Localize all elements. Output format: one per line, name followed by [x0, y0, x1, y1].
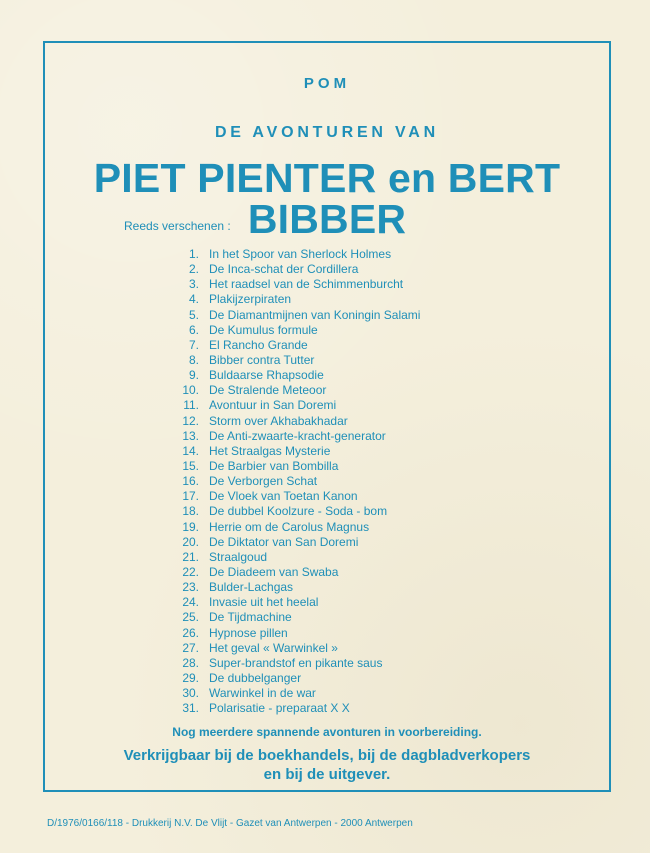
title-label: De Kumulus formule	[209, 322, 318, 337]
series-intro: DE AVONTUREN VAN	[214, 124, 440, 141]
printer-footer: D/1976/0166/118 - Drukkerij N.V. De Vlijt - Gazet van Antwerpen - 2000 Antwerpen	[47, 818, 413, 829]
title-number: 7.	[188, 337, 199, 352]
title-label: Buldaarse Rhapsodie	[209, 368, 324, 383]
title-number: 30.	[182, 686, 199, 701]
main-title: PIET PIENTER en BERT BIBBER	[93, 155, 561, 242]
title-number: 17.	[182, 489, 199, 504]
title-number: 13.	[182, 428, 199, 443]
preparation-note: Nog meerdere spannende avonturen in voorbereiding.	[172, 725, 482, 739]
document-frame	[43, 41, 611, 792]
title-number: 10.	[182, 383, 199, 398]
title-label: De Inca-schat der Cordillera	[209, 262, 359, 277]
title-label: In het Spoor van Sherlock Holmes	[209, 247, 392, 261]
title-number: 20.	[182, 534, 199, 549]
title-number: 16.	[182, 474, 199, 489]
title-number: 15.	[182, 458, 199, 473]
availability-note: Verkrijgbaar bij de boekhandels, bij de dagbladverkopers en bij de uitgever.	[123, 747, 531, 783]
title-number: 11.	[183, 398, 199, 413]
title-number: 4.	[188, 292, 199, 307]
title-number: 26.	[182, 625, 199, 640]
title-label: Warwinkel in de war	[209, 686, 316, 701]
title-label: Het Straalgas Mysterie	[209, 443, 331, 458]
title-number: 5.	[188, 307, 199, 322]
title-label: Hypnose pillen	[209, 625, 288, 640]
title-number: 25.	[182, 610, 199, 625]
author-name: POM	[303, 75, 351, 92]
title-label: Avontuur in San Doremi	[209, 398, 337, 413]
title-label: De Diadeem van Swaba	[209, 564, 339, 579]
title-label: Storm over Akhabakhadar	[209, 413, 348, 428]
title-number: 8.	[188, 352, 199, 367]
title-label: De Anti-zwaarte-kracht-generator	[209, 428, 386, 443]
title-number: 19.	[182, 519, 199, 534]
title-label: De Verborgen Schat	[209, 474, 318, 489]
title-label: De Diktator van San Doremi	[209, 534, 359, 549]
title-number: 31.	[182, 701, 199, 716]
title-number: 3.	[188, 277, 199, 292]
title-number: 12.	[182, 413, 199, 428]
title-number: 2.	[188, 262, 199, 277]
title-label: De Stralende Meteoor	[209, 383, 327, 398]
title-label: Super-brandstof en pikante saus	[209, 655, 383, 670]
title-label: Plakijzerpiraten	[209, 292, 292, 307]
title-label: De Barbier van Bombilla	[209, 458, 339, 473]
title-label: Bibber contra Tutter	[209, 352, 315, 367]
title-number: 29.	[182, 670, 199, 685]
title-label: De dubbelganger	[209, 670, 302, 685]
title-number: 18.	[182, 504, 199, 519]
title-number: 23.	[182, 580, 199, 595]
title-number: 6.	[188, 322, 199, 337]
title-number: 1.	[188, 247, 199, 261]
title-number: 24.	[182, 595, 199, 610]
title-number: 14.	[182, 443, 199, 458]
title-label: Het raadsel van de Schimmenburcht	[209, 277, 404, 292]
title-number: 28.	[182, 655, 199, 670]
title-label: De Vloek van Toetan Kanon	[209, 489, 358, 504]
title-label: Invasie uit het heelal	[209, 595, 319, 610]
title-label: Het geval « Warwinkel »	[209, 640, 338, 655]
title-label: De dubbel Koolzure - Soda - bom	[209, 504, 388, 519]
title-label: De Diamantmijnen van Koningin Salami	[209, 307, 421, 322]
title-label: Bulder-Lachgas	[209, 580, 294, 595]
title-number: 21.	[182, 549, 199, 564]
title-label: Polarisatie - preparaat X X	[209, 701, 350, 716]
title-label: De Tijdmachine	[209, 610, 292, 625]
title-label: El Rancho Grande	[209, 337, 308, 352]
title-number: 22.	[182, 564, 199, 579]
title-number: 9.	[188, 368, 199, 383]
published-titles-heading: Reeds verschenen :	[124, 219, 231, 233]
title-label: Straalgoud	[209, 549, 268, 564]
title-number: 27.	[182, 640, 199, 655]
title-label: Herrie om de Carolus Magnus	[209, 519, 370, 534]
